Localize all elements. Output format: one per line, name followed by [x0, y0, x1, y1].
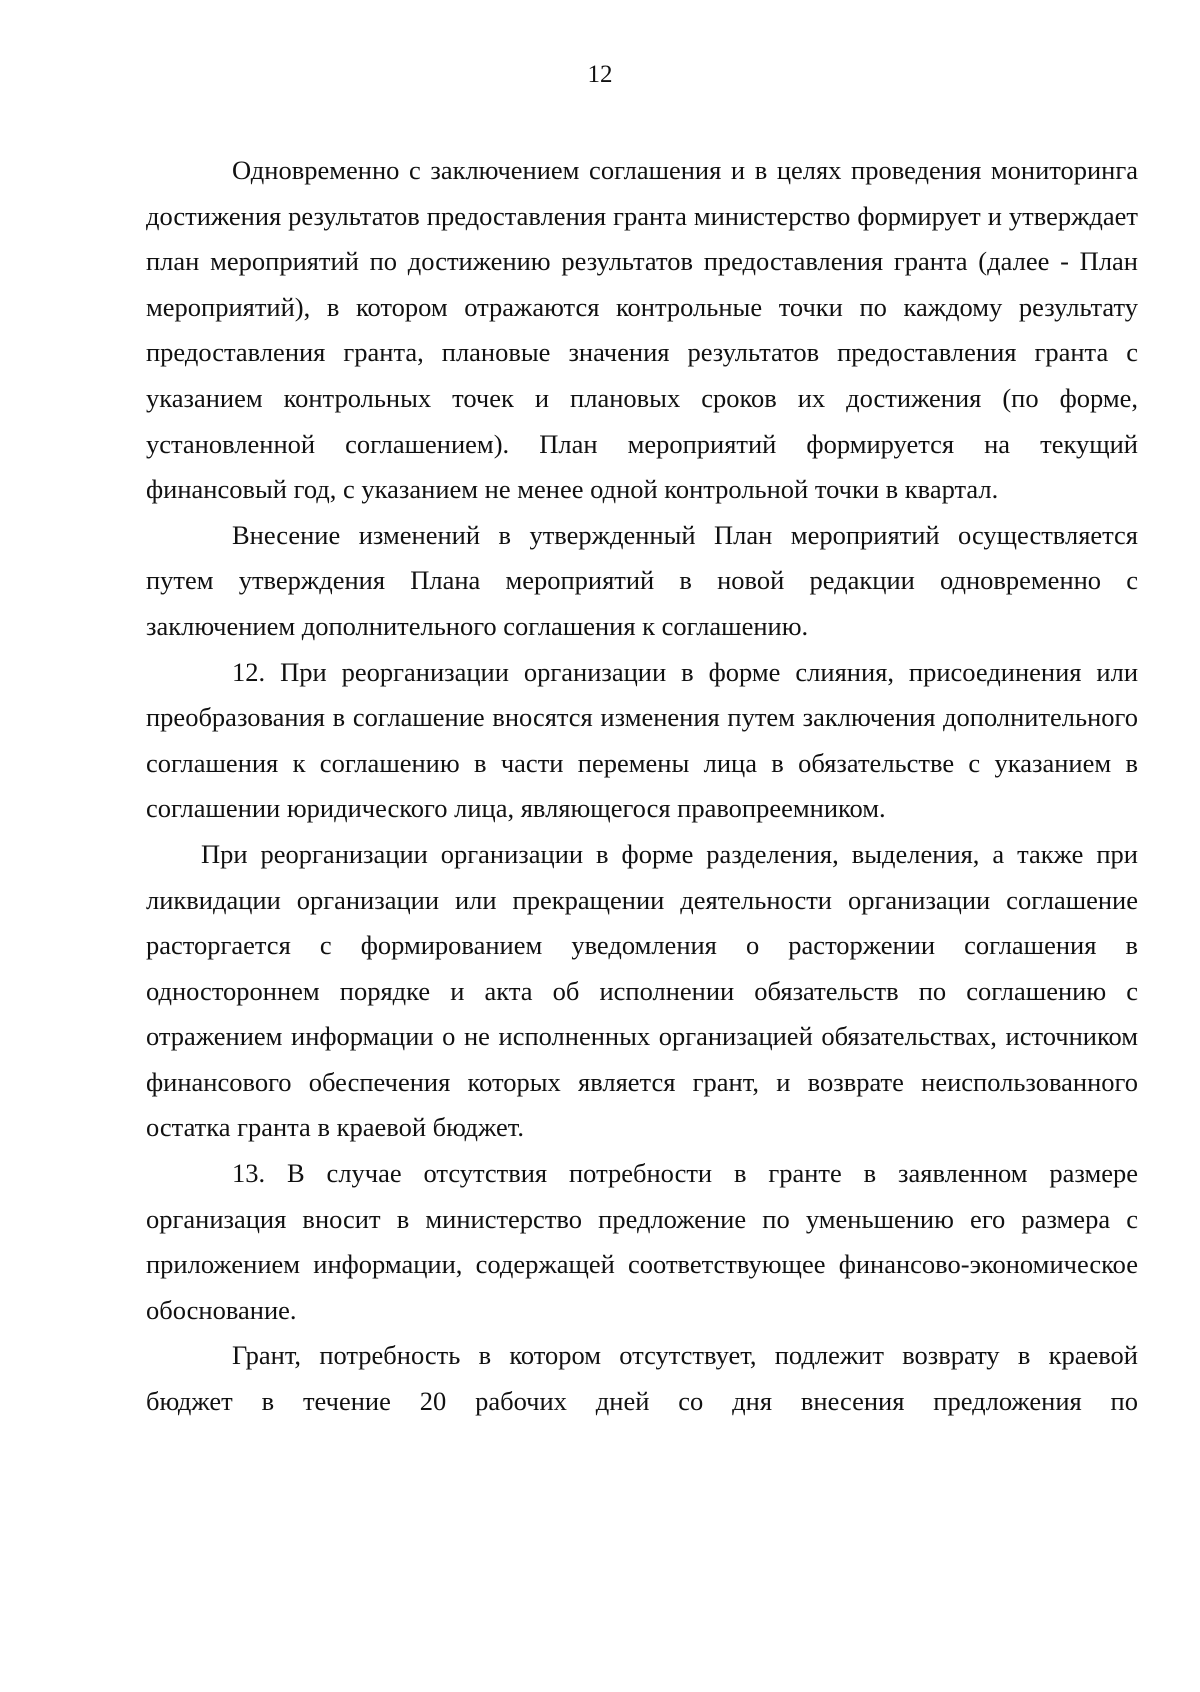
page-number: 12	[587, 61, 613, 88]
paragraph-plan-changes: Внесение изменений в утвержденный План мероприятий осуществляется путем утверждения Плана мероприятий в новой редакции одновременно с заключением дополнительного соглашения к соглашению.	[146, 519, 1138, 641]
document-body	[146, 148, 1138, 1425]
paragraph-grant-return: Грант, потребность в котором отсутствует, подлежит возврату в краевой бюджет в течение 20 рабочих дней со дня внесения предложения по	[146, 1340, 1138, 1417]
paragraph-reorganization-termination: При реорганизации организации в форме разделения, выделения, а также при ликвидации организации или прекращении деятельности организации соглашение расторгается с формированием уведомления о расторжении соглашения в одностороннем порядке и акта об исполнении обязательств по соглашению с отражением информации о не исполненных организацией обязательствах, источником финансового обеспечения которых является грант, и возврате неиспользованного остатка гранта в краевой бюджет.	[146, 838, 1138, 1143]
paragraph-action-plan: Одновременно с заключением соглашения и в целях проведения мониторинга достижения результатов предоставления гранта министерство формирует и утверждает план мероприятий по достижению результатов предоставления гранта (далее - План мероприятий), в котором отражаются контрольные точки по каждому результату предоставления гранта, плановые значения результатов предоставления гранта с указанием контрольных точек и плановых сроков их достижения (по форме, установленной соглашением). План мероприятий формируется на текущий финансовый год, с указанием не менее одной контрольной точки в квартал.	[146, 155, 1138, 505]
paragraph-item-13: 13. В случае отсутствия потребности в гранте в заявленном размере организация вносит в министерство предложение по уменьшению его размера с приложением информации, содержащей соответствующее финансово-экономическое обоснование.	[146, 1158, 1138, 1325]
paragraph-item-12: 12. При реорганизации организации в форме слияния, присоединения или преобразования в соглашение вносятся изменения путем заключения дополнительного соглашения к соглашению в части перемены лица в обязательстве с указанием в соглашении юридического лица, являющегося правопреемником.	[146, 656, 1138, 824]
